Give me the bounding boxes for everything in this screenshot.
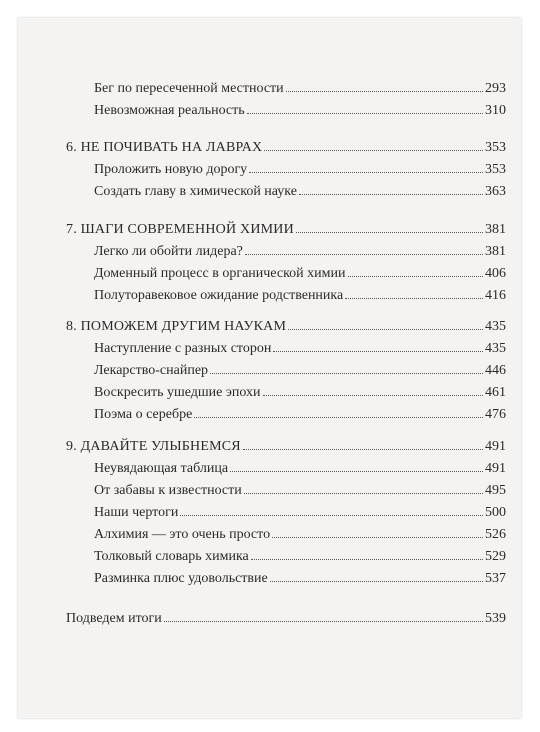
toc-item-title: Легко ли обойти лидера? <box>94 244 243 259</box>
toc-item <box>94 183 506 201</box>
toc-summary-title: Подведем итоги <box>66 611 162 626</box>
toc-chapter-title: 9. ДАВАЙТЕ УЛЫБНЕМСЯ <box>66 439 241 454</box>
toc-page-number: 363 <box>485 184 506 199</box>
toc-item <box>94 384 506 402</box>
toc-item <box>94 460 506 478</box>
toc-item <box>94 265 506 283</box>
toc-page-number: 526 <box>485 527 506 542</box>
table-of-contents <box>18 18 521 718</box>
toc-item-title: Лекарство-снайпер <box>94 363 209 378</box>
toc-page-number: 381 <box>485 222 506 237</box>
toc-page-number: 310 <box>485 103 506 118</box>
toc-page-number: 446 <box>485 363 506 378</box>
toc-page-number: 293 <box>485 81 506 96</box>
toc-item-title: Неувядающая таблица <box>94 461 229 476</box>
toc-page-number: 406 <box>485 266 506 281</box>
dot-leader <box>194 417 483 418</box>
toc-item <box>94 526 506 544</box>
toc-chapter <box>66 318 506 336</box>
toc-item <box>94 287 506 305</box>
dot-leader <box>249 172 483 173</box>
dot-leader <box>230 471 483 472</box>
toc-item <box>94 243 506 261</box>
toc-item-title: Проложить новую дорогу <box>94 162 248 177</box>
toc-item-title: Полутоpавековое ожидание родственника <box>94 288 344 303</box>
toc-page-number: 491 <box>485 439 506 454</box>
dot-leader <box>251 559 483 560</box>
toc-item-title: Поэма о серебре <box>94 407 193 422</box>
dot-leader <box>264 150 483 151</box>
book-page <box>18 18 521 718</box>
dot-leader <box>180 515 483 516</box>
dot-leader <box>164 621 483 622</box>
toc-item <box>94 102 506 120</box>
toc-item-title: Разминка плюс удовольствие <box>94 571 268 586</box>
dot-leader <box>244 493 483 494</box>
toc-item-title: Наши чертоги <box>94 505 179 520</box>
toc-chapter <box>66 221 506 239</box>
toc-page-number: 495 <box>485 483 506 498</box>
toc-page-number: 381 <box>485 244 506 259</box>
toc-page-number: 491 <box>485 461 506 476</box>
toc-item-title: Наступление с разных сторон <box>94 341 272 356</box>
toc-item <box>94 80 506 98</box>
toc-item <box>94 482 506 500</box>
dot-leader <box>345 298 483 299</box>
toc-page-number: 435 <box>485 319 506 334</box>
toc-page-number: 529 <box>485 549 506 564</box>
toc-chapter <box>66 438 506 456</box>
toc-chapter-title: 6. НЕ ПОЧИВАТЬ НА ЛАВРАХ <box>66 140 263 155</box>
dot-leader <box>263 395 483 396</box>
toc-page-number: 537 <box>485 571 506 586</box>
dot-leader <box>270 581 483 582</box>
toc-page-number: 353 <box>485 162 506 177</box>
dot-leader <box>210 373 483 374</box>
toc-page-number: 461 <box>485 385 506 400</box>
dot-leader <box>243 449 483 450</box>
toc-chapter-title: 8. ПОМОЖЕМ ДРУГИМ НАУКАМ <box>66 319 287 334</box>
toc-item-title: Толковый словарь химика <box>94 549 249 564</box>
toc-page-number: 435 <box>485 341 506 356</box>
dot-leader <box>288 329 483 330</box>
toc-item-title: Воскресить ушедшие эпохи <box>94 385 261 400</box>
dot-leader <box>247 113 483 114</box>
toc-chapter <box>66 139 506 157</box>
dot-leader <box>272 537 483 538</box>
toc-item-title: Создать главу в химической науке <box>94 184 297 199</box>
toc-item-title: От забавы к известности <box>94 483 242 498</box>
toc-chapter-title: 7. ШАГИ СОВРЕМЕННОЙ ХИМИИ <box>66 222 294 237</box>
dot-leader <box>245 254 483 255</box>
dot-leader <box>296 232 483 233</box>
dot-leader <box>348 276 483 277</box>
toc-item <box>94 362 506 380</box>
toc-item-title: Доменный процесс в органической химии <box>94 266 346 281</box>
dot-leader <box>286 91 483 92</box>
toc-item <box>94 340 506 358</box>
toc-item-title: Невозможная реальность <box>94 103 245 118</box>
dot-leader <box>299 194 483 195</box>
toc-item <box>94 161 506 179</box>
toc-item <box>94 406 506 424</box>
toc-item-title: Алхимия — это очень просто <box>94 527 271 542</box>
toc-item <box>94 504 506 522</box>
toc-item-title: Бег по пересеченной местности <box>94 81 284 96</box>
toc-item <box>94 548 506 566</box>
toc-page-number: 539 <box>485 611 506 626</box>
toc-page-number: 476 <box>485 407 506 422</box>
toc-page-number: 353 <box>485 140 506 155</box>
toc-item <box>94 570 506 588</box>
toc-page-number: 416 <box>485 288 506 303</box>
dot-leader <box>273 351 483 352</box>
toc-summary <box>66 610 506 628</box>
toc-page-number: 500 <box>485 505 506 520</box>
